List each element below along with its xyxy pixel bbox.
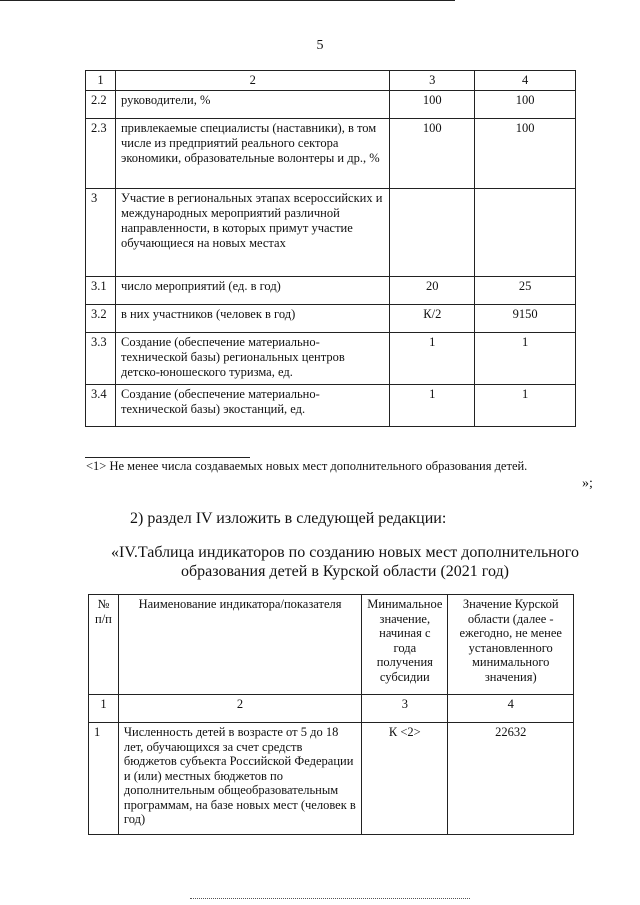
row-name: привлекаемые специалисты (наставники), в том числе из предприятий реального сектора экономики, образовательные волонтеры и др., %: [115, 119, 389, 189]
bottom-scan-artifact: [190, 898, 470, 899]
row-value-3: 20: [390, 277, 475, 305]
indicators-table-continued: [85, 70, 576, 427]
row-value-3: 100: [390, 119, 475, 189]
footnote: <1> Не менее числа создаваемых новых мест дополнительного образования детей.: [86, 459, 528, 473]
heading-line-1: «IV.Таблица индикаторов по созданию новых мест дополнительного: [111, 544, 579, 561]
row-name: Участие в региональных этапах всероссийских и международных мероприятий различной направленности, в которых примут участие обучающиеся на новых местах: [115, 189, 389, 277]
page-number: 5: [316, 38, 324, 53]
row-value-4: 22632: [448, 723, 574, 835]
row-value-3: 1: [390, 333, 475, 385]
indicators-table-2021: [88, 594, 574, 835]
table-row: [86, 189, 576, 277]
header-cell: № п/п: [89, 595, 119, 695]
row-number: 2.2: [86, 91, 116, 119]
table-row: [86, 277, 576, 305]
header-cell: Значение Курской области (далее - ежегодно, не менее установленного минимального значения): [448, 595, 574, 695]
row-number: 3.2: [86, 305, 116, 333]
row-value-3: 1: [390, 385, 475, 427]
table-row: [86, 91, 576, 119]
row-name: число мероприятий (ед. в год): [115, 277, 389, 305]
table-index-row: [89, 695, 574, 723]
row-value-4: 100: [475, 119, 576, 189]
row-name: в них участников (человек в год): [115, 305, 389, 333]
row-value-4: 100: [475, 91, 576, 119]
amendment-item: 2) раздел IV изложить в следующей редакции:: [130, 510, 447, 527]
index-cell: 2: [118, 695, 361, 723]
row-number: 3: [86, 189, 116, 277]
index-cell: 1: [89, 695, 119, 723]
header-cell: Минимальное значение, начиная с года получения субсидии: [362, 595, 448, 695]
row-name: Численность детей в возрасте от 5 до 18 лет, обучающихся за счет средств бюджетов субъекта Российской Федерации и (или) местных бюджетов по дополнительным общеобразовательным программам, на базе новых мест (человек в год): [118, 723, 361, 835]
header-cell: 3: [390, 71, 475, 91]
row-name: Создание (обеспечение материально-технической базы) экостанций, ед.: [115, 385, 389, 427]
header-cell: 2: [115, 71, 389, 91]
table-row: [86, 119, 576, 189]
top-border-line: [0, 0, 455, 1]
row-number: 1: [89, 723, 119, 835]
row-value-3: К/2: [390, 305, 475, 333]
row-number: 3.4: [86, 385, 116, 427]
footnote-separator: [85, 457, 250, 458]
row-number: 3.1: [86, 277, 116, 305]
row-value-4: 9150: [475, 305, 576, 333]
header-cell: Наименование индикатора/показателя: [118, 595, 361, 695]
table-header-row: [86, 71, 576, 91]
table-row: [86, 333, 576, 385]
row-value-4: [475, 189, 576, 277]
row-name: руководители, %: [115, 91, 389, 119]
header-cell: 4: [475, 71, 576, 91]
table-row: [89, 723, 574, 835]
row-number: 3.3: [86, 333, 116, 385]
row-number: 2.3: [86, 119, 116, 189]
header-cell: 1: [86, 71, 116, 91]
row-value-4: 1: [475, 385, 576, 427]
row-name: Создание (обеспечение материально-технической базы) региональных центров детско-юношеского туризма, ед.: [115, 333, 389, 385]
table-row: [86, 385, 576, 427]
section-heading: [90, 543, 600, 581]
row-value-3: 100: [390, 91, 475, 119]
index-cell: 3: [362, 695, 448, 723]
closing-quote: »;: [582, 476, 593, 491]
table-header-row: [89, 595, 574, 695]
heading-line-2: образования детей в Курской области (2021 год): [181, 563, 509, 580]
row-value-3: [390, 189, 475, 277]
row-value-4: 1: [475, 333, 576, 385]
row-value-3: К <2>: [362, 723, 448, 835]
table-row: [86, 305, 576, 333]
row-value-4: 25: [475, 277, 576, 305]
index-cell: 4: [448, 695, 574, 723]
